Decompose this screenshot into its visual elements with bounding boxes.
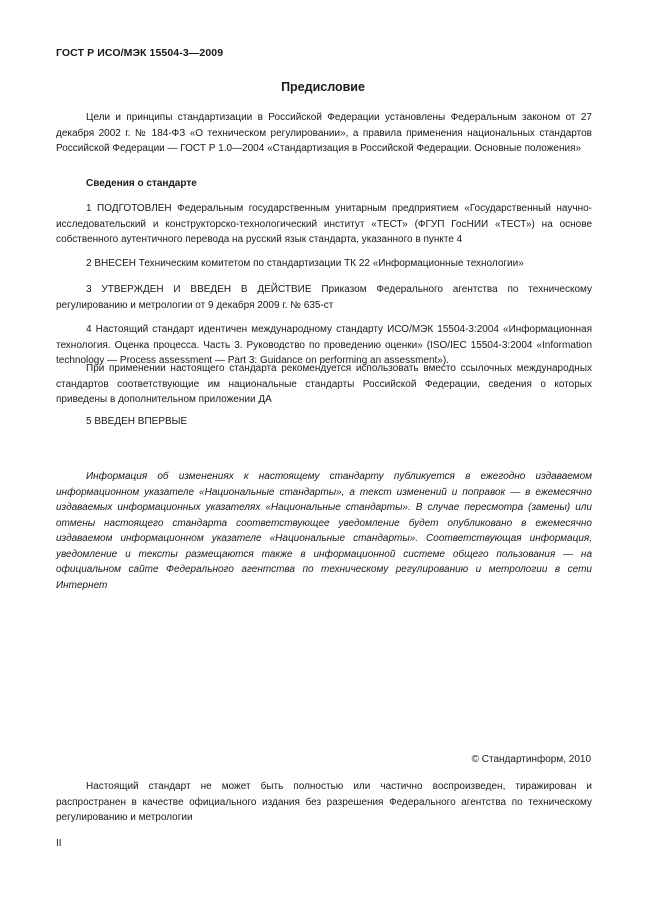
item-5-introduced: 5 ВВЕДЕН ВПЕРВЫЕ	[86, 416, 188, 427]
page-title: Предисловие	[281, 80, 365, 94]
document-id: ГОСТ Р ИСО/МЭК 15504-3—2009	[56, 47, 224, 59]
copyright: © Стандартинформ, 2010	[471, 754, 591, 765]
item-4-note: При применении настоящего стандарта рекомендуется использовать вместо ссылочных международных стандартов соответствующие им национальные стандарты Российской Федерации, сведения о которых приведены в дополнительном приложении ДА	[56, 363, 592, 405]
reproduction-notice: Настоящий стандарт не может быть полностью или частично воспроизведен, тиражирован и распространен в качестве официального издания без разрешения Федерального агентства по техническому регулированию и метрологии	[56, 781, 592, 823]
changes-notice: Информация об изменениях к настоящему стандарту публикуется в ежегодно издаваемом информационном указателе «Национальные стандарты», а текст изменений и поправок — в ежемесячно издаваемых информационных указателях «Национальные стандарты». В случае пересмотра (замены) или отмены настоящего стандарта соответствующее уведомление будет опубликовано в ежемесячно издаваемом информационном указателе «Национальные стандарты». Соответствующая информация, уведомление и тексты размещаются также в информационной системе общего пользования — на официальном сайте Федерального агентства по техническому регулированию и метрологии в сети Интернет	[56, 471, 592, 591]
item-4-identical: 4 Настоящий стандарт идентичен международному стандарту ИСО/МЭК 15504-3:2004 «Информационная технология. Оценка процесса. Часть 3. Руководство по проведению оценки» (ISO/IEC 15504-3:2004 «Information technology — Process assessment — Part 3: Guidance on performing an assessment»).	[56, 324, 592, 366]
page-number: II	[56, 838, 62, 849]
section-heading: Сведения о стандарте	[86, 178, 197, 189]
intro-paragraph: Цели и принципы стандартизации в Российской Федерации установлены Федеральным законом от 27 декабря 2002 г. № 184-ФЗ «О техническом регулировании», а правила применения национальных стандартов Российской Федерации — ГОСТ Р 1.0—2004 «Стандартизация в Российской Федерации. Основные положения»	[56, 112, 592, 154]
item-2-submitted: 2 ВНЕСЕН Техническим комитетом по стандартизации ТК 22 «Информационные технологии»	[86, 258, 524, 269]
item-1-prepared: 1 ПОДГОТОВЛЕН Федеральным государственным унитарным предприятием «Государственный научно-исследовательский и конструкторско-технологический институт «ТЕСТ» (ФГУП ГосНИИ «ТЕСТ») на основе собственного аутентичного перевода на русский язык стандарта, указанного в пункте 4	[56, 203, 592, 245]
item-3-approved: 3 УТВЕРЖДЕН И ВВЕДЕН В ДЕЙСТВИЕ Приказом Федерального агентства по техническому регулированию и метрологии от 9 декабря 2009 г. № 635-ст	[56, 284, 592, 311]
